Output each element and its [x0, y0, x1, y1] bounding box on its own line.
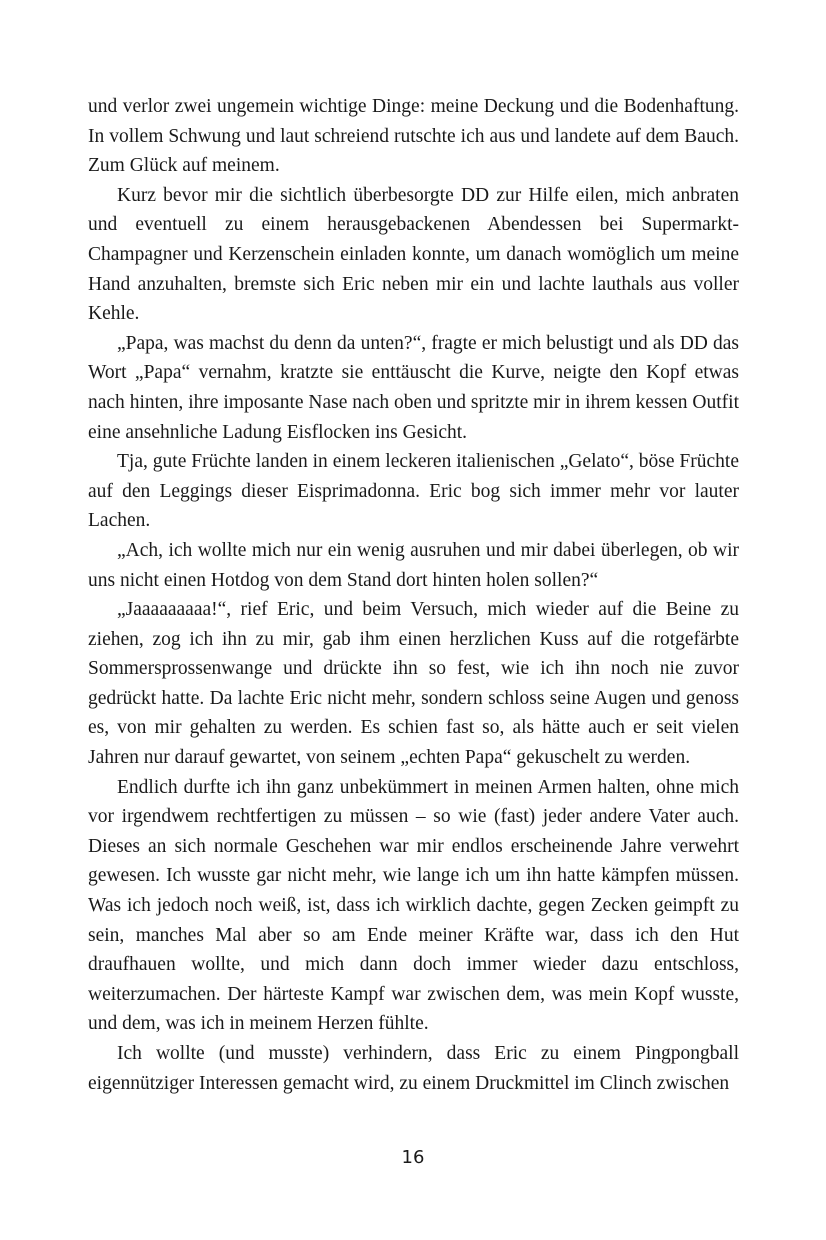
paragraph-4: Tja, gute Früchte landen in einem leckeren italienischen „Gelato“, böse Früchte auf den Leggings dieser Eisprimadonna. Eric bog sich immer mehr vor lauter Lachen. [88, 451, 739, 532]
paragraph-5: „Ach, ich wollte mich nur ein wenig ausruhen und mir dabei überlegen, ob wir uns nicht einen Hotdog von dem Stand dort hinten holen sollen?“ [88, 539, 739, 591]
paragraph-6: „Jaaaaaaaaa!“, rief Eric, und beim Versuch, mich wieder auf die Beine zu ziehen, zog ich ihn zu mir, gab ihm einen herzlichen Kuss auf die rotgefärbte Sommersprossenwange und drückte ihn so fest, wie ich ihn noch nie zuvor gedrückt hatte. Da lachte Eric nicht mehr, sondern schloss seine Augen und genoss es, von mir gehalten zu werden. Es schien fast so, als hätte auch er seit vielen Jahren nur darauf gewartet, von seinem „echten Papa“ gekuschelt zu werden. [88, 599, 739, 769]
paragraph-8: Ich wollte (und musste) verhindern, dass Eric zu einem Pingpongball eigennütziger Interessen gemacht wird, zu einem Druckmittel im Clinch zwischen [88, 1043, 739, 1094]
page-number: 16 [401, 1147, 425, 1168]
paragraph-7: Endlich durfte ich ihn ganz unbekümmert in meinen Armen halten, ohne mich vor irgendwem rechtfertigen zu müssen – so wie (fast) jeder andere Vater auch. Dieses an sich normale Geschehen war mir endlos erscheinende Jahre verwehrt gewesen. Ich wusste gar nicht mehr, wie lange ich um ihn hatte kämpfen müssen. Was ich jedoch noch weiß, ist, dass ich wirklich dachte, gegen Zecken geimpft zu sein, manches Mal aber so am Ende meiner Kräfte war, dass ich den Hut draufhauen wollte, und mich dann doch immer wieder dazu entschloss, weiterzumachen. Der härteste Kampf war zwischen dem, was mein Kopf wusste, und dem, was ich in meinem Herzen fühlte. [88, 776, 739, 1035]
paragraph-1: und verlor zwei ungemein wichtige Dinge: meine Deckung und die Bodenhaftung. In vollem Schwung und laut schreiend rutschte ich aus und landete auf dem Bauch. Zum Glück auf meinem. [88, 96, 739, 177]
paragraph-2: Kurz bevor mir die sichtlich überbesorgte DD zur Hilfe eilen, mich anbraten und eventuell zu einem herausgebackenen Abendessen bei Supermarkt-Champagner und Kerzenschein einladen konnte, um danach womöglich um meine Hand anzuhalten, bremste sich Eric neben mir ein und lachte lauthals aus voller Kehle. [88, 184, 739, 325]
body-text [88, 92, 739, 1098]
paragraph-3: „Papa, was machst du denn da unten?“, fragte er mich belustigt und als DD das Wort „Papa“ vernahm, kratzte sie enttäuscht die Kurve, neigte den Kopf etwas nach hinten, ihre imposante Nase nach oben und spritzte mir in ihrem kessen Outfit eine ansehnliche Ladung Eisflocken ins Gesicht. [88, 332, 739, 443]
